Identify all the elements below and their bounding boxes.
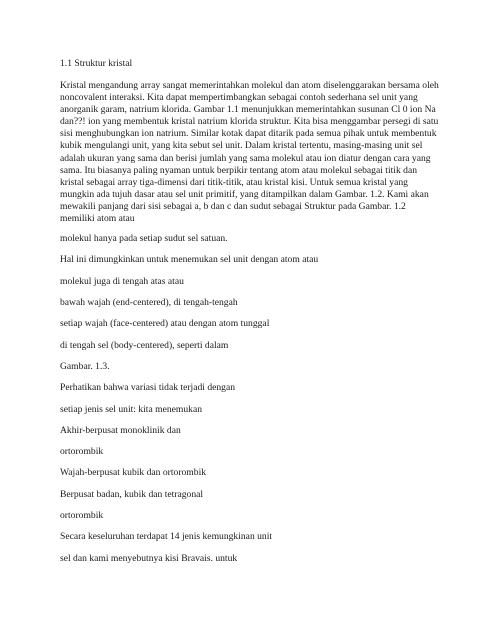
text-line: molekul hanya pada setiap sudut sel satuan. <box>60 233 228 245</box>
text-line: setiap jenis sel unit: kita menemukan <box>60 403 203 415</box>
text-line: Secara keseluruhan terdapat 14 jenis kemungkinan unit <box>60 531 273 543</box>
text-line: Hal ini dimungkinkan untuk menemukan sel unit dengan atom atau <box>60 254 319 266</box>
intro-paragraph: Kristal mengandung array sangat memerintahkan molekul dan atom diselenggarakan bersama oleh noncovalent interaksi. Kita dapat mempertimbangkan sebagai contoh sederhana sel unit yang anorganik garam, natrium klorida. Gambar 1.1 menunjukkan memerintahkan susunan Cl 0 ion Na dan??! ion yang membentuk kristal natrium klorida struktur. Kita bisa menggambar persegi di satu sisi menghubungkan ion natrium. Similar kotak dapat ditarik pada semua pihak untuk membentuk kubik mengulangi unit, yang kita sebut sel unit. Dalam kristal tertentu, masing-masing unit sel adalah ukuran yang sama dan berisi jumlah yang sama molekul atau ion diatur dengan cara yang sama. Itu biasanya paling nyaman untuk berpikir tentang atom atau molekul sebagai titik dan kristal sebagai array tiga-dimensi dari titik-titik, atau kristal kisi. Untuk semua kristal yang mungkin ada tujuh dasar atau sel unit primitif, yang ditampilkan dalam Gambar. 1.2. Kami akan mewakili panjang dari sisi sebagai a, b dan c dan sudut sebagai Struktur pada Gambar. 1.2 memiliki atom atau <box>60 80 439 225</box>
text-line: bawah wajah (end-centered), di tengah-tengah <box>60 297 238 309</box>
document-body <box>60 58 440 574</box>
text-line: ortorombik <box>60 446 104 458</box>
text-line: setiap wajah (face-centered) atau dengan atom tunggal <box>60 318 270 330</box>
section-heading: 1.1 Struktur kristal <box>60 58 133 69</box>
text-line: Wajah-berpusat kubik dan ortorombik <box>60 467 207 479</box>
text-line: sel dan kami menyebutnya kisi Bravais. untuk <box>60 552 238 564</box>
text-line: Akhir-berpusat monoklinik dan <box>60 424 181 436</box>
text-line: molekul juga di tengah atas atau <box>60 275 184 287</box>
text-line: Gambar. 1.3. <box>60 360 110 372</box>
text-line: Berpusat badan, kubik dan tetragonal <box>60 488 204 500</box>
text-line: di tengah sel (body-centered), seperti dalam <box>60 339 229 351</box>
text-line: Perhatikan bahwa variasi tidak terjadi dengan <box>60 382 236 394</box>
text-line: ortorombik <box>60 509 104 521</box>
